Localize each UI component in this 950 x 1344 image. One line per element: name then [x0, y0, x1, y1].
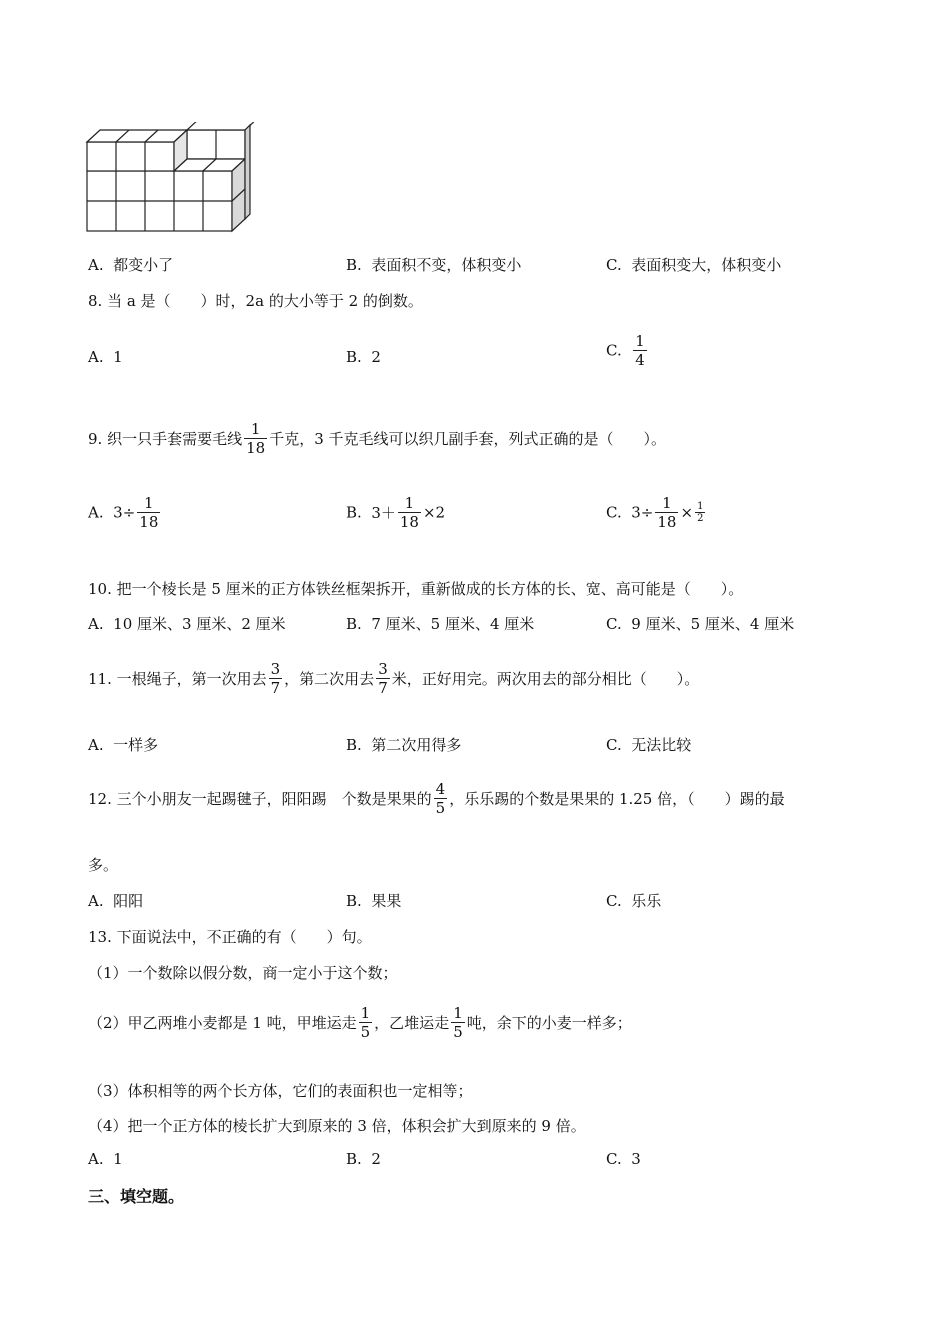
q13-statement-4: （4）把一个正方体的棱长扩大到原来的 3 倍，体积会扩大到原来的 9 倍。 [88, 1117, 586, 1135]
q10-stem: 10. 把一个棱长是 5 厘米的正方体铁丝框架拆开，重新做成的长方体的长、宽、高可能是（ ）。 [88, 580, 744, 598]
q9-option-c[interactable]: C. 3÷ $\frac{1}{18}$ × $\frac{1}{2}$ [606, 494, 704, 531]
fraction: $\frac{1}{18}$ [657, 494, 677, 531]
q13-statement-3: （3）体积相等的两个长方体，它们的表面积也一定相等； [88, 1082, 473, 1100]
q13-statement-1: （1）一个数除以假分数，商一定小于这个数； [88, 964, 398, 982]
q12-stem: 12. 三个小朋友一起踢毽子，阳阳踢 个数是果果的 $\frac{4}{5}$ ，乐乐踢的个数是果果的 1.25 倍，（ ）踢的最 [88, 780, 785, 817]
q7-option-a[interactable]: A. 都变小了 [88, 256, 174, 274]
q13-statement-2: （2）甲乙两堆小麦都是 1 吨，甲堆运走 $\frac{1}{5}$ ，乙堆运走 $\frac{1}{5}$ 吨，余下的小麦一样多； [88, 1004, 632, 1041]
cube-stack-figure [84, 122, 254, 234]
q10-option-a[interactable]: A. 10 厘米、3 厘米、2 厘米 [88, 615, 286, 633]
q13-stem: 13. 下面说法中，不正确的有（ ）句。 [88, 928, 372, 946]
q13-option-b[interactable]: B. 2 [346, 1150, 381, 1168]
q11-stem: 11. 一根绳子，第一次用去 $\frac{3}{7}$ ，第二次用去 $\frac{3}{7}$ 米，正好用完。两次用去的部分相比（ ）。 [88, 660, 700, 697]
fraction: $\frac{1}{5}$ [360, 1004, 371, 1041]
q13-option-a[interactable]: A. 1 [88, 1150, 123, 1168]
fraction: $\frac{1}{18}$ [139, 494, 159, 531]
fraction: $\frac{1}{4}$ [635, 332, 645, 369]
section-heading: 三、填空题。 [88, 1187, 185, 1206]
q10-option-c[interactable]: C. 9 厘米、5 厘米、4 厘米 [606, 615, 795, 633]
q11-option-a[interactable]: A. 一样多 [88, 736, 159, 754]
q12-option-b[interactable]: B. 果果 [346, 892, 402, 910]
q10-option-b[interactable]: B. 7 厘米、5 厘米、4 厘米 [346, 615, 535, 633]
q8-option-b[interactable]: B. 2 [346, 348, 381, 366]
q12-option-c[interactable]: C. 乐乐 [606, 892, 662, 910]
fraction: $\frac{1}{18}$ [399, 494, 419, 531]
fraction: $\frac{3}{7}$ [270, 660, 281, 697]
q9-stem: 9. 织一只手套需要毛线 $\frac{1}{18}$ 千克，3 千克毛线可以织几副手套，列式正确的是（ ）。 [88, 420, 667, 457]
q13-option-c[interactable]: C. 3 [606, 1150, 641, 1168]
fraction: $\frac{1}{18}$ [246, 420, 266, 457]
q8-stem: 8. 当 a 是（ ）时，2a 的大小等于 2 的倒数。 [88, 292, 423, 310]
q11-option-b[interactable]: B. 第二次用得多 [346, 736, 462, 754]
fraction: $\frac{4}{5}$ [435, 780, 446, 817]
q7-option-c[interactable]: C. 表面积变大，体积变小 [606, 256, 782, 274]
q8-option-c[interactable]: C. $\frac{1}{4}$ [606, 332, 645, 369]
q9-option-a[interactable]: A. 3÷ $\frac{1}{18}$ [88, 494, 159, 531]
q9-option-b[interactable]: B. 3＋ $\frac{1}{18}$ ×2 [346, 494, 446, 531]
fraction: $\frac{1}{2}$ [697, 501, 704, 524]
q12-stem-line2: 多。 [88, 856, 119, 874]
fraction: $\frac{3}{7}$ [378, 660, 388, 697]
q11-option-c[interactable]: C. 无法比较 [606, 736, 692, 754]
q8-option-a[interactable]: A. 1 [88, 348, 123, 366]
q7-option-b[interactable]: B. 表面积不变，体积变小 [346, 256, 522, 274]
fraction: $\frac{1}{5}$ [453, 1004, 463, 1041]
q12-option-a[interactable]: A. 阳阳 [88, 892, 144, 910]
